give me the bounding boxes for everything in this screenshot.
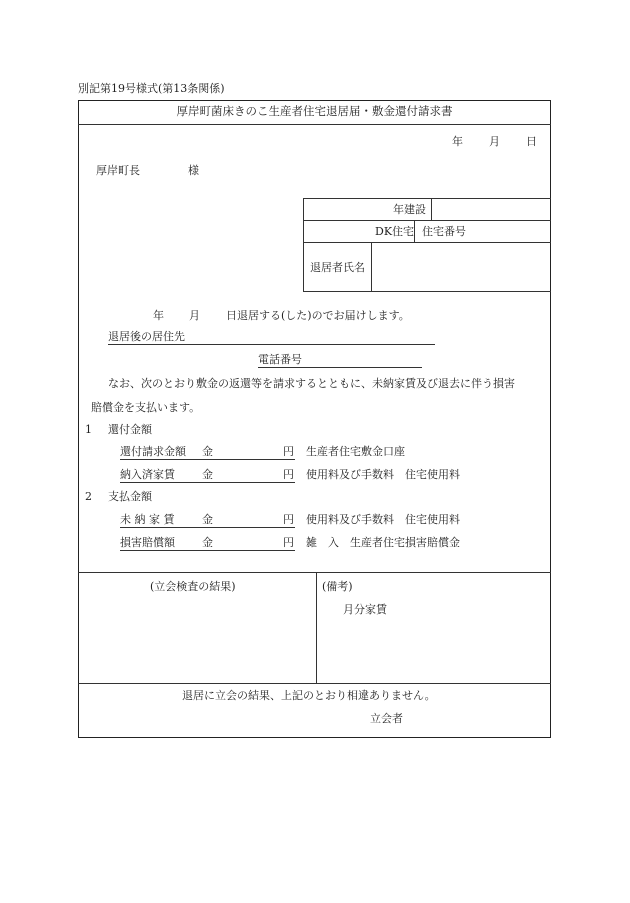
date-year-label: 年 — [452, 135, 463, 148]
row-yen: 円 — [283, 468, 294, 481]
remarks-label: (備考) — [322, 580, 353, 593]
confirmation-text: 退居に立会の結果、上記のとおり相違ありません。 — [182, 689, 436, 702]
row-note: 雑 入 生産者住宅損害賠償金 — [306, 536, 460, 549]
row-label: 納入済家賃 — [120, 468, 175, 481]
row-yen: 円 — [283, 445, 294, 458]
inspection-remarks-divider — [316, 572, 317, 683]
row-kin: 金 — [202, 468, 213, 481]
form-title: 厚岸町菌床きのこ生産者住宅退居届・敷金還付請求書 — [176, 104, 453, 118]
row-yen: 円 — [283, 513, 294, 526]
row-kin: 金 — [202, 445, 213, 458]
row-label: 損害賠償額 — [120, 536, 175, 549]
inspection-result-label: (立会検査の結果) — [150, 580, 236, 593]
request-text-line1: なお、次のとおり敷金の返還等を請求するとともに、未納家賃及び退去に伴う損害 — [108, 377, 515, 390]
row-yen: 円 — [283, 536, 294, 549]
confirmation-divider — [78, 683, 551, 684]
construction-year-label: 年建設 — [393, 203, 426, 216]
section1-title: 還付金額 — [108, 423, 152, 436]
notice-month: 月 — [189, 309, 200, 322]
phone-label: 電話番号 — [258, 353, 302, 366]
witness-label: 立会者 — [370, 712, 403, 725]
addressee-name: 厚岸町長 — [96, 164, 140, 177]
date-month-label: 月 — [489, 135, 500, 148]
inspection-divider — [78, 572, 551, 573]
row-label: 還付請求金額 — [120, 445, 186, 458]
row-label: 未 納 家 賃 — [120, 513, 175, 526]
row-note: 使用料及び手数料 住宅使用料 — [306, 468, 460, 481]
form-frame — [78, 100, 551, 738]
row-kin: 金 — [202, 513, 213, 526]
request-text-line2: 賠償金を支払います。 — [91, 401, 201, 414]
section2-title: 支払金額 — [108, 490, 152, 503]
row-note: 生産者住宅敷金口座 — [306, 445, 405, 458]
title-divider — [78, 124, 551, 125]
dk-house-label: DK住宅 — [375, 225, 415, 238]
house-number-label: 住宅番号 — [422, 225, 466, 238]
new-address-underline — [108, 344, 435, 345]
date-day-label: 日 — [526, 135, 537, 148]
phone-underline — [258, 367, 422, 368]
resident-name-label: 退居者氏名 — [310, 261, 365, 274]
remarks-text: 月分家賃 — [343, 603, 387, 616]
section2-number: 2 — [85, 490, 92, 503]
new-address-label: 退居後の居住先 — [108, 330, 185, 343]
notice-year: 年 — [153, 309, 164, 322]
addressee-honorific: 様 — [188, 164, 199, 177]
row-kin: 金 — [202, 536, 213, 549]
form-number-note: 別記第19号様式(第13条関係) — [78, 82, 225, 95]
section1-number: 1 — [85, 423, 92, 436]
notice-text: 日退居する(した)のでお届けします。 — [226, 309, 410, 322]
row-note: 使用料及び手数料 住宅使用料 — [306, 513, 460, 526]
